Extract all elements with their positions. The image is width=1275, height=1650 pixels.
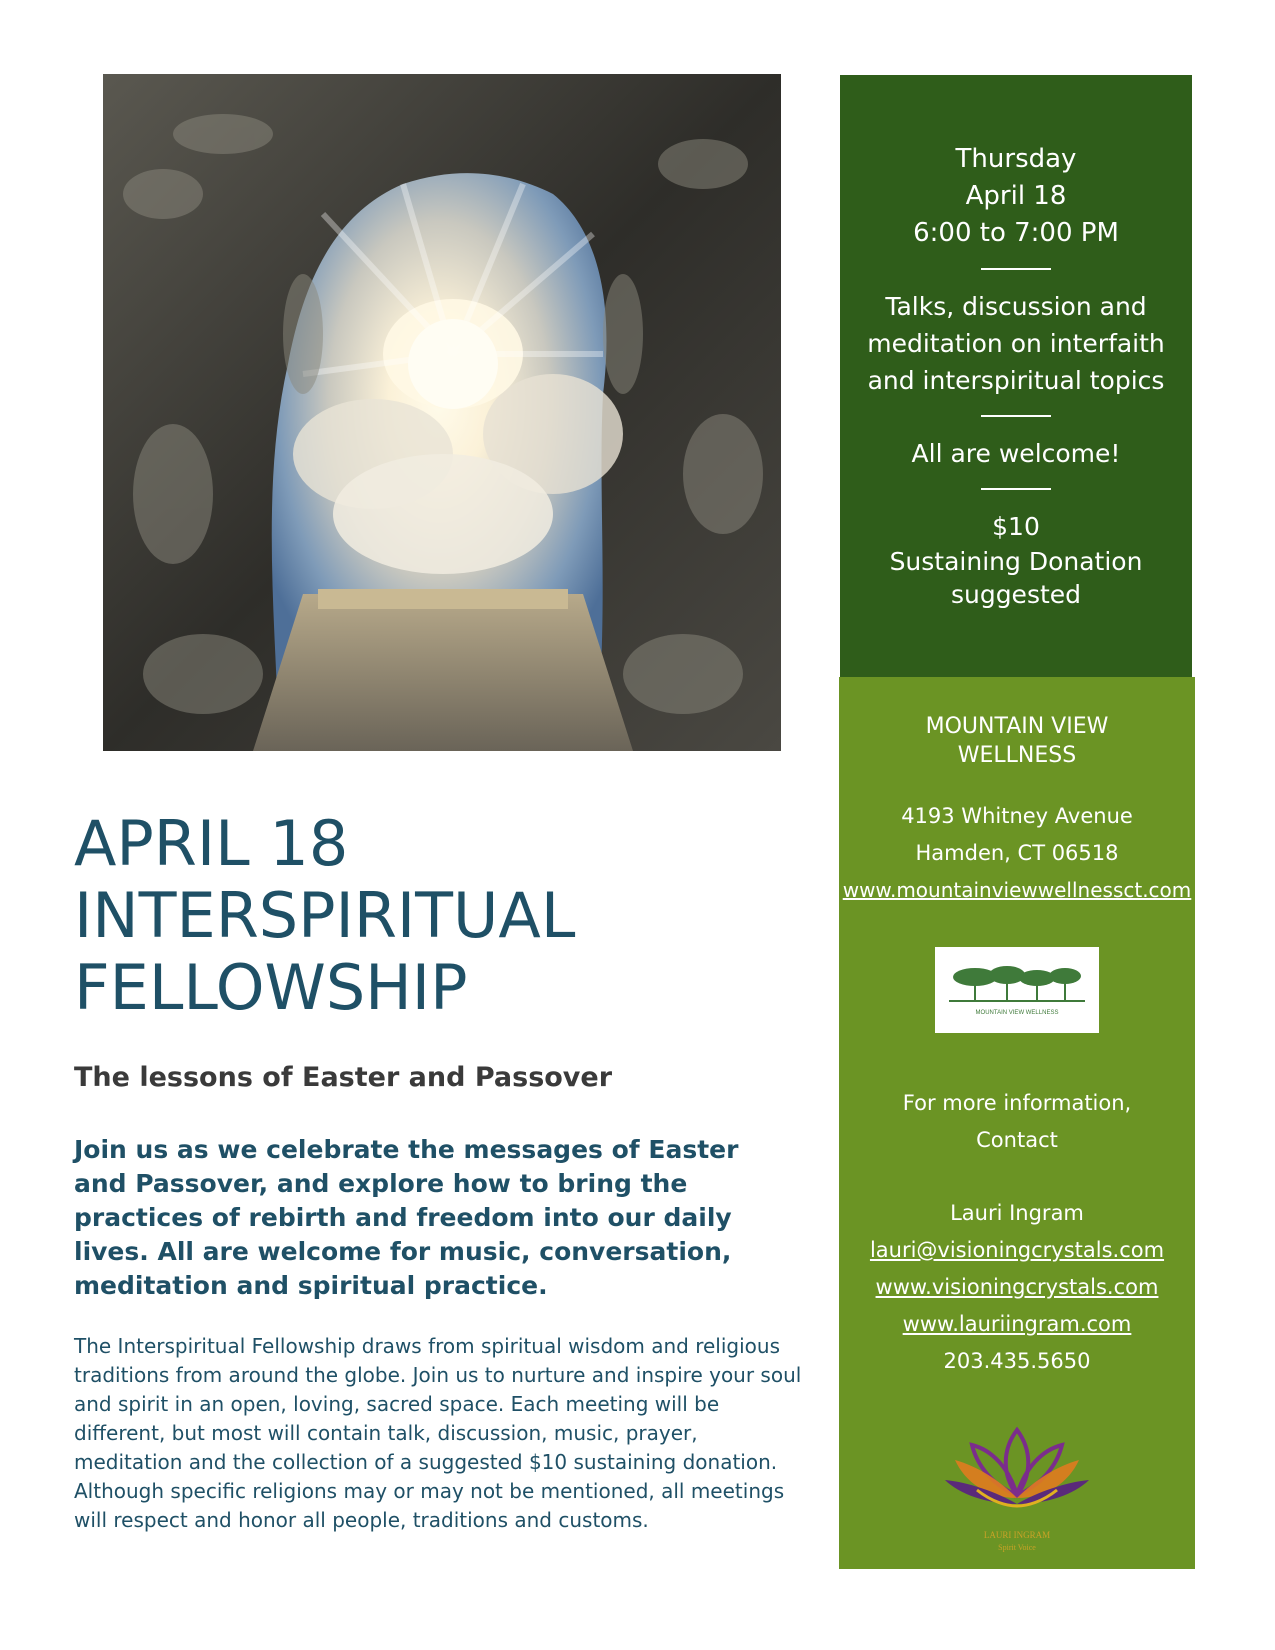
lotus-icon [937,1420,1097,1560]
mountain-view-wellness-logo [935,947,1099,1033]
contact-website2-link[interactable]: www.lauriingram.com [902,1312,1132,1336]
trees-icon [935,947,1099,1033]
venue-city: Hamden, CT 06518 [915,841,1119,865]
price: $10 [992,512,1040,541]
svg-text:Spirit Voice: Spirit Voice [998,1543,1036,1552]
venue-name-line2: WELLNESS [957,743,1077,768]
subtitle: The lessons of Easter and Passover [74,1062,613,1093]
event-date: April 18 [965,181,1067,211]
contact-email-link[interactable]: lauri@visioningcrystals.com [869,1238,1165,1262]
venue-name [839,712,1195,770]
title-line3: FELLOWSHIP [74,951,468,1024]
contact-phone: 203.435.5650 [943,1349,1091,1373]
page-title [74,808,774,1024]
hero-image [103,74,781,751]
cave-illustration [103,74,781,751]
lotus-logo [937,1420,1097,1560]
contact-intro-line1: For more information, [902,1091,1132,1115]
contact-name: Lauri Ingram [950,1201,1084,1225]
donation-line2: suggested [950,580,1082,609]
title-line1: APRIL 18 [74,807,349,880]
contact-intro [839,1085,1195,1159]
event-date-block [840,141,1192,252]
body-paragraph: The Interspiritual Fellowship draws from spiritual wisdom and religious traditions from around the globe. Join us to nurture and inspire your soul and spirit in an open, loving, sacred space. Each meeting will be different, but most will contain talk, discussion, music, prayer, meditation and the collection of a suggested $10 sustaining donation. Although specific religions may or may not be mentioned, all meetings will respect and honor all people, traditions and customs. [74,1334,802,1532]
divider [981,488,1051,490]
event-day: Thursday [955,144,1077,174]
venue-contact-panel [839,677,1195,1569]
svg-text:LAURI INGRAM: LAURI INGRAM [983,1530,1051,1540]
schedule-panel [840,75,1192,677]
welcome-text: All are welcome! [911,439,1121,468]
donation-line1: Sustaining Donation [889,547,1143,576]
contact-intro-line2: Contact [976,1128,1058,1152]
svg-text:MOUNTAIN VIEW WELLNESS: MOUNTAIN VIEW WELLNESS [975,1010,1059,1016]
contact-website1-link[interactable]: www.visioningcrystals.com [875,1275,1159,1299]
divider [981,415,1051,417]
title-line2: INTERSPIRITUAL [74,879,576,952]
venue-name-line1: MOUNTAIN VIEW [925,714,1109,739]
contact-details [839,1195,1195,1380]
divider [981,268,1051,270]
event-description: Talks, discussion and meditation on interfaith and interspiritual topics [867,292,1165,395]
lead-paragraph: Join us as we celebrate the messages of Easter and Passover, and explore how to bring the practices of rebirth and freedom into our daily lives. All are welcome for music, conversation, meditation and spiritual practice. [74,1135,739,1300]
venue-address [839,798,1195,909]
venue-website-link[interactable]: www.mountainviewwellnessct.com [842,878,1192,902]
event-time: 6:00 to 7:00 PM [913,218,1119,248]
venue-street: 4193 Whitney Avenue [901,804,1133,828]
